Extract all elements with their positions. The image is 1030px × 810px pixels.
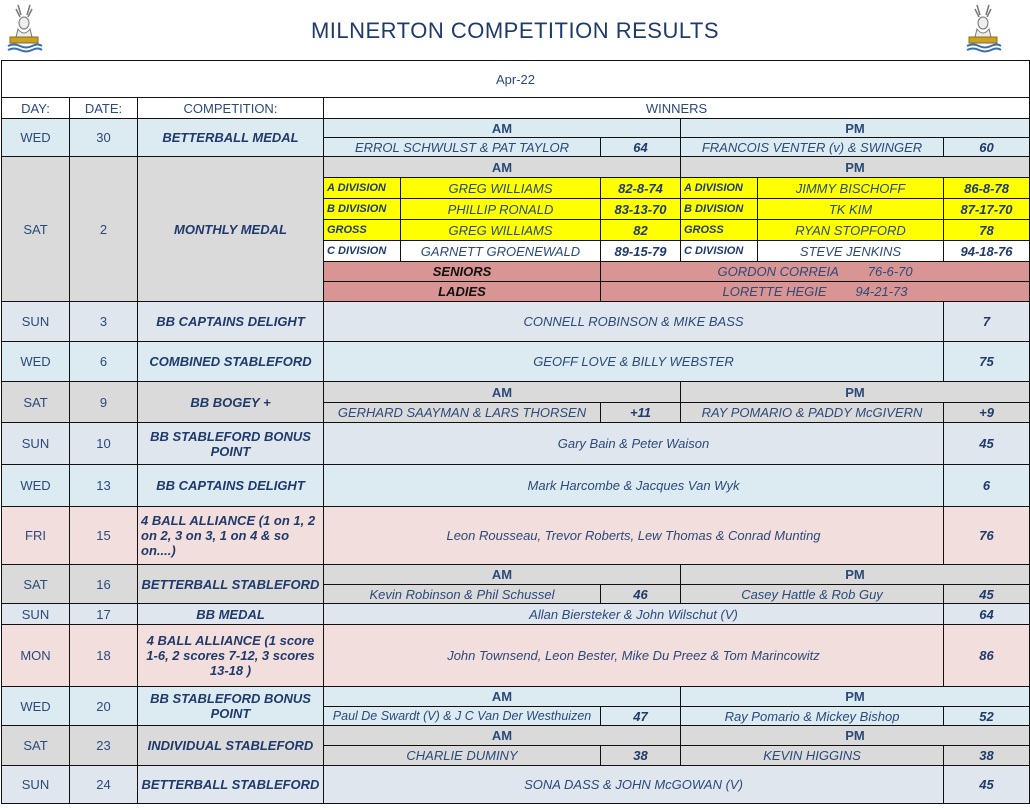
- date-cell: 18: [70, 625, 138, 687]
- winner: CONNELL ROBINSON & MIKE BASS: [324, 302, 944, 342]
- am-score: +11: [601, 403, 681, 423]
- seniors-score: 76-6-70: [867, 264, 913, 279]
- am-header: AM: [324, 565, 681, 585]
- division-label: C DIVISION: [681, 241, 758, 262]
- date-cell: 30: [70, 119, 138, 157]
- date-cell: 17: [70, 604, 138, 625]
- pm-header: PM: [681, 119, 1030, 138]
- results-table: [1, 60, 1030, 804]
- date-cell: 20: [70, 687, 138, 726]
- stag-crest-icon: [963, 3, 1003, 53]
- competition-cell: MONTHLY MEDAL: [138, 157, 324, 302]
- competition-cell: 4 BALL ALLIANCE (1 on 1, 2 on 2, 3 on 3, 1 on 4 & so on....): [138, 507, 324, 565]
- winner: SONA DASS & JOHN McGOWAN (V): [324, 766, 944, 804]
- pm-winner: Casey Hattle & Rob Guy: [681, 585, 944, 604]
- score: 76: [944, 507, 1030, 565]
- pm-score: 78: [944, 220, 1030, 241]
- day-header: DAY:: [2, 98, 70, 119]
- winner: John Townsend, Leon Bester, Mike Du Preez & Tom Marincowitz: [324, 625, 944, 687]
- ladies-winner: [601, 282, 1030, 302]
- am-header: AM: [324, 157, 681, 178]
- ladies-label: LADIES: [324, 282, 601, 302]
- competition-cell: BB BOGEY +: [138, 382, 324, 423]
- am-winner: GERHARD SAAYMAN & LARS THORSEN: [324, 403, 601, 423]
- day-cell: SUN: [2, 302, 70, 342]
- pm-header: PM: [681, 565, 1030, 585]
- date-cell: 16: [70, 565, 138, 604]
- am-winner: GREG WILLIAMS: [401, 178, 601, 199]
- am-header: AM: [324, 687, 681, 707]
- am-winner: Kevin Robinson & Phil Schussel: [324, 585, 601, 604]
- pm-winner: STEVE JENKINS: [758, 241, 944, 262]
- page-title: MILNERTON COMPETITION RESULTS: [310, 18, 720, 43]
- month-label: Apr-22: [2, 61, 1030, 98]
- date-cell: 9: [70, 382, 138, 423]
- am-score: 83-13-70: [601, 199, 681, 220]
- division-label: A DIVISION: [681, 178, 758, 199]
- am-winner: CHARLIE DUMINY: [324, 746, 601, 766]
- competition-cell: BB MEDAL: [138, 604, 324, 625]
- am-winner: GARNETT GROENEWALD: [401, 241, 601, 262]
- day-cell: WED: [2, 119, 70, 157]
- pm-winner: TK KIM: [758, 199, 944, 220]
- am-winner: Paul De Swardt (V) & J C Van Der Westhuizen: [324, 707, 601, 726]
- score: 45: [944, 423, 1030, 465]
- seniors-winner: [601, 262, 1030, 282]
- pm-winner: Ray Pomario & Mickey Bishop: [681, 707, 944, 726]
- am-score: 89-15-79: [601, 241, 681, 262]
- pm-header: PM: [681, 157, 1030, 178]
- score: 86: [944, 625, 1030, 687]
- competition-header: COMPETITION:: [138, 98, 324, 119]
- pm-score: +9: [944, 403, 1030, 423]
- day-cell: SUN: [2, 604, 70, 625]
- date-header: DATE:: [70, 98, 138, 119]
- day-cell: MON: [2, 625, 70, 687]
- division-label: A DIVISION: [324, 178, 401, 199]
- day-cell: WED: [2, 342, 70, 382]
- score: 45: [944, 766, 1030, 804]
- score: 6: [944, 465, 1030, 507]
- pm-score: 60: [944, 138, 1030, 157]
- score: 7: [944, 302, 1030, 342]
- day-cell: SUN: [2, 766, 70, 804]
- pm-header: PM: [681, 382, 1030, 403]
- day-cell: SAT: [2, 382, 70, 423]
- am-header: AM: [324, 382, 681, 403]
- am-header: AM: [324, 726, 681, 746]
- pm-score: 52: [944, 707, 1030, 726]
- date-cell: 23: [70, 726, 138, 766]
- pm-score: 45: [944, 585, 1030, 604]
- day-cell: SUN: [2, 423, 70, 465]
- pm-score: 87-17-70: [944, 199, 1030, 220]
- am-winner: GREG WILLIAMS: [401, 220, 601, 241]
- pm-winner: JIMMY BISCHOFF: [758, 178, 944, 199]
- competition-cell: INDIVIDUAL STABLEFORD: [138, 726, 324, 766]
- am-score: 82: [601, 220, 681, 241]
- date-cell: 2: [70, 157, 138, 302]
- winner: GEOFF LOVE & BILLY WEBSTER: [324, 342, 944, 382]
- pm-header: PM: [681, 687, 1030, 707]
- header: [0, 0, 1030, 60]
- day-cell: FRI: [2, 507, 70, 565]
- pm-score: 38: [944, 746, 1030, 766]
- competition-cell: COMBINED STABLEFORD: [138, 342, 324, 382]
- pm-winner: KEVIN HIGGINS: [681, 746, 944, 766]
- seniors-name: GORDON CORREIA: [717, 264, 839, 279]
- date-cell: 24: [70, 766, 138, 804]
- pm-header: PM: [681, 726, 1030, 746]
- ladies-score: 94-21-73: [855, 284, 908, 299]
- competition-cell: 4 BALL ALLIANCE (1 score 1-6, 2 scores 7-12, 3 scores 13-18 ): [138, 625, 324, 687]
- am-score: 82-8-74: [601, 178, 681, 199]
- competition-cell: BETTERBALL STABLEFORD: [138, 565, 324, 604]
- pm-winner: FRANCOIS VENTER (v) & SWINGER: [681, 138, 944, 157]
- am-winner: ERROL SCHWULST & PAT TAYLOR: [324, 138, 601, 157]
- day-cell: SAT: [2, 565, 70, 604]
- division-label: C DIVISION: [324, 241, 401, 262]
- division-label: B DIVISION: [324, 199, 401, 220]
- am-score: 46: [601, 585, 681, 604]
- competition-cell: BETTERBALL STABLEFORD: [138, 766, 324, 804]
- winners-header: WINNERS: [324, 98, 1030, 119]
- competition-cell: BB STABLEFORD BONUS POINT: [138, 687, 324, 726]
- score: 75: [944, 342, 1030, 382]
- am-winner: PHILLIP RONALD: [401, 199, 601, 220]
- competition-cell: BETTERBALL MEDAL: [138, 119, 324, 157]
- day-cell: SAT: [2, 726, 70, 766]
- division-label: B DIVISION: [681, 199, 758, 220]
- date-cell: 10: [70, 423, 138, 465]
- winner: Gary Bain & Peter Waison: [324, 423, 944, 465]
- pm-winner: RYAN STOPFORD: [758, 220, 944, 241]
- division-label: GROSS: [324, 220, 401, 241]
- am-score: 64: [601, 138, 681, 157]
- winner: Allan Biersteker & John Wilschut (V): [324, 604, 944, 625]
- winner: Leon Rousseau, Trevor Roberts, Lew Thomas & Conrad Munting: [324, 507, 944, 565]
- pm-winner: RAY POMARIO & PADDY McGIVERN: [681, 403, 944, 423]
- date-cell: 15: [70, 507, 138, 565]
- winner: Mark Harcombe & Jacques Van Wyk: [324, 465, 944, 507]
- day-cell: SAT: [2, 157, 70, 302]
- day-cell: WED: [2, 465, 70, 507]
- pm-score: 86-8-78: [944, 178, 1030, 199]
- seniors-label: SENIORS: [324, 262, 601, 282]
- date-cell: 3: [70, 302, 138, 342]
- division-label: GROSS: [681, 220, 758, 241]
- date-cell: 6: [70, 342, 138, 382]
- day-cell: WED: [2, 687, 70, 726]
- am-header: AM: [324, 119, 681, 138]
- competition-cell: BB CAPTAINS DELIGHT: [138, 465, 324, 507]
- competition-cell: BB CAPTAINS DELIGHT: [138, 302, 324, 342]
- am-score: 38: [601, 746, 681, 766]
- date-cell: 13: [70, 465, 138, 507]
- ladies-name: LORETTE HEGIE: [722, 284, 827, 299]
- competition-cell: BB STABLEFORD BONUS POINT: [138, 423, 324, 465]
- pm-score: 94-18-76: [944, 241, 1030, 262]
- score: 64: [944, 604, 1030, 625]
- am-score: 47: [601, 707, 681, 726]
